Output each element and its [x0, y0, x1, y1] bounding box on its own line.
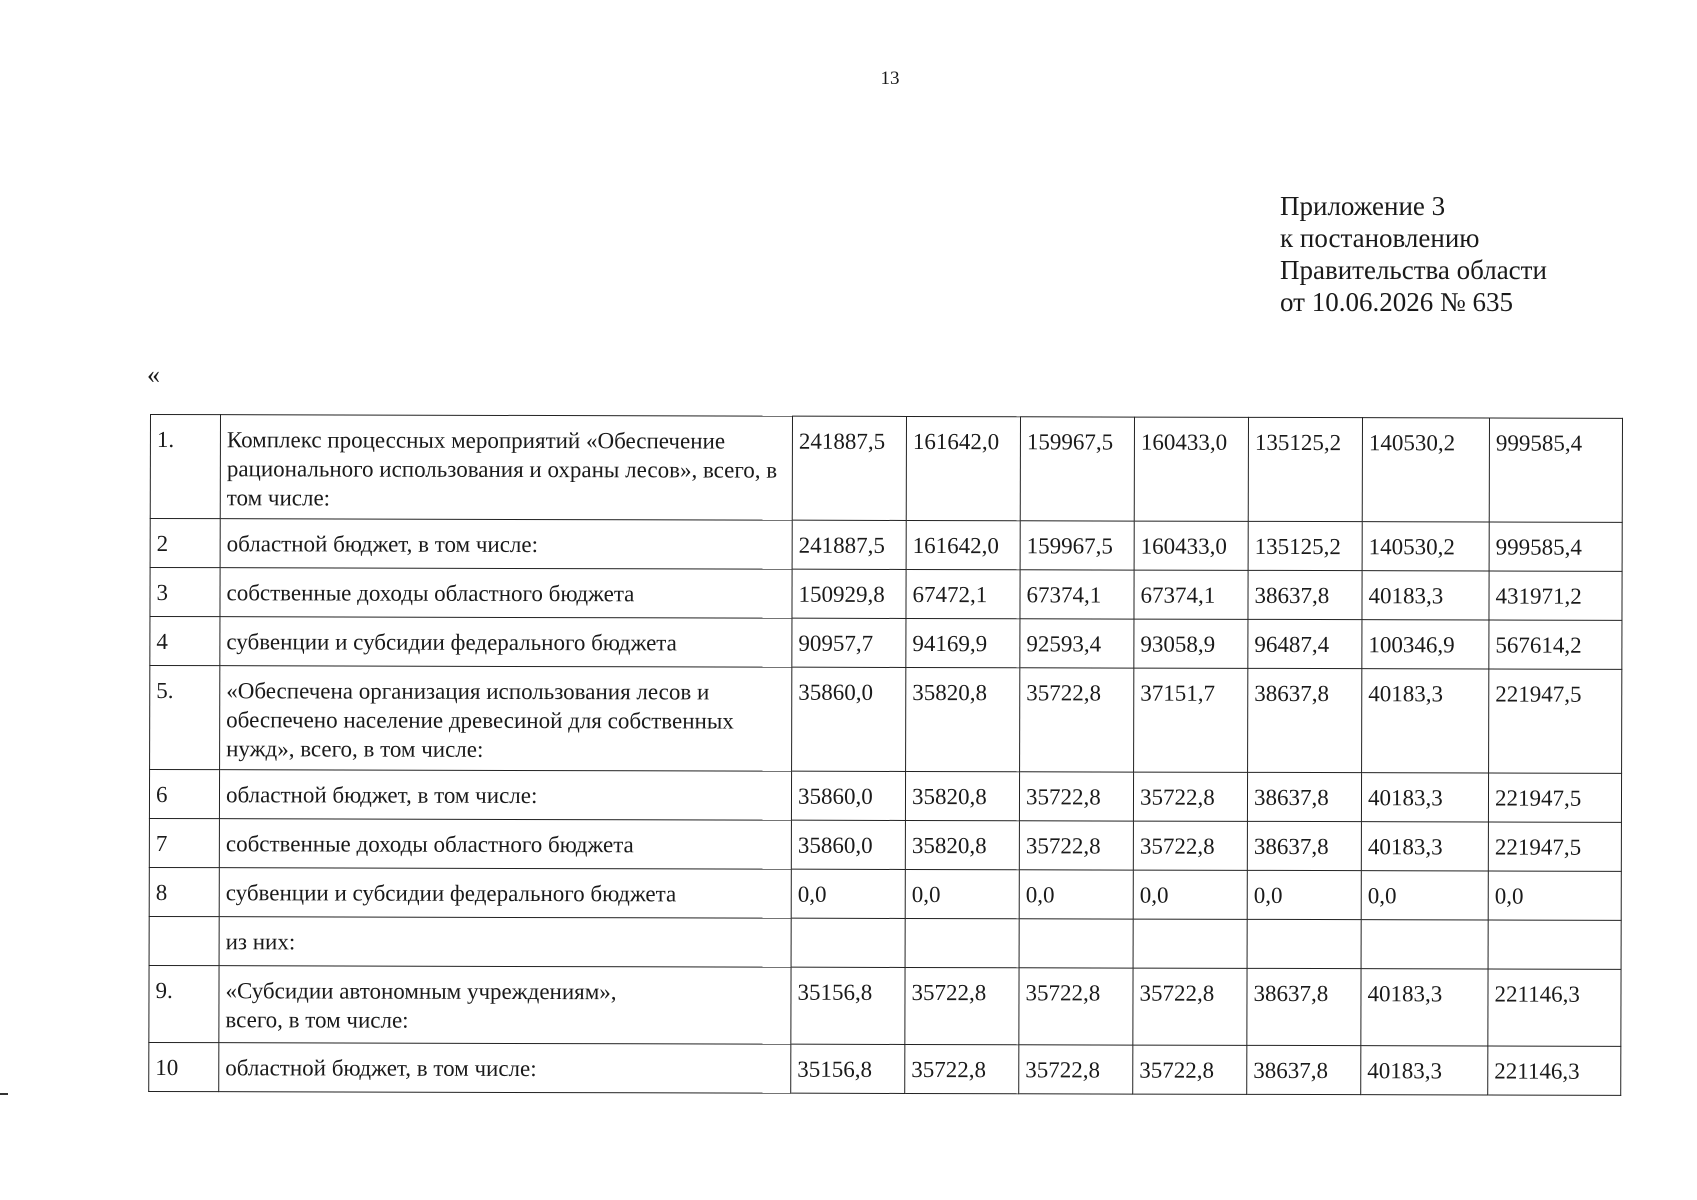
value-cell: 35722,8	[1019, 1045, 1133, 1094]
row-name-cell: субвенции и субсидии федерального бюджета	[219, 868, 791, 918]
value-cell: 35722,8	[1133, 772, 1247, 821]
row-number-cell: 5.	[150, 666, 220, 770]
value-cell: 94169,9	[906, 618, 1020, 667]
budget-table	[148, 414, 1623, 1096]
row-number-cell: 7	[149, 818, 219, 867]
appendix-reference: к постановлению	[1280, 223, 1480, 253]
row-number-cell: 4	[150, 617, 220, 666]
row-name-cell: «Субсидии автономным учреждениям», всего, в том числе:	[219, 966, 791, 1044]
value-cell: 161642,0	[906, 416, 1020, 520]
value-cell: 140530,2	[1362, 522, 1489, 571]
value-cell: 67374,1	[1134, 570, 1248, 619]
value-cell: 35722,8	[905, 967, 1019, 1044]
value-cell: 0,0	[905, 869, 1019, 918]
value-cell: 150929,8	[792, 569, 906, 618]
value-cell: 35860,0	[791, 820, 905, 869]
table-row	[150, 666, 1622, 774]
value-cell: 35722,8	[905, 1044, 1019, 1093]
value-cell: 35722,8	[1133, 821, 1247, 870]
value-cell: 40183,3	[1361, 969, 1488, 1046]
value-cell: 35156,8	[791, 967, 905, 1044]
row-number-cell: 10	[149, 1042, 219, 1091]
value-cell: 40183,3	[1362, 669, 1489, 773]
appendix-header	[1280, 190, 1547, 318]
total-value-cell: 999585,4	[1489, 522, 1622, 571]
value-cell	[905, 918, 1019, 967]
value-cell: 38637,8	[1247, 1045, 1361, 1094]
appendix-date-number: от 10.06.2026 № 635	[1280, 287, 1513, 317]
table-row	[150, 415, 1622, 523]
value-cell: 100346,9	[1362, 620, 1489, 669]
total-value-cell: 221146,3	[1488, 969, 1621, 1046]
value-cell: 0,0	[1019, 870, 1133, 919]
table-row	[149, 1042, 1621, 1095]
value-cell: 35820,8	[905, 771, 1019, 820]
value-cell: 37151,7	[1134, 668, 1248, 772]
row-name-cell: собственные доходы областного бюджета	[220, 568, 792, 618]
value-cell: 40183,3	[1361, 773, 1488, 822]
value-cell: 160433,0	[1134, 417, 1248, 521]
row-number-cell: 9.	[149, 965, 219, 1042]
total-value-cell: 221947,5	[1488, 773, 1621, 822]
value-cell: 0,0	[1247, 870, 1361, 919]
row-name-cell: областной бюджет, в том числе:	[219, 1043, 791, 1093]
appendix-issuer: Правительства области	[1280, 255, 1547, 285]
value-cell	[1133, 919, 1247, 968]
total-value-cell: 431971,2	[1489, 571, 1622, 620]
value-cell	[1361, 920, 1488, 969]
value-cell: 35860,0	[792, 667, 906, 771]
value-cell: 35156,8	[791, 1044, 905, 1093]
value-cell	[791, 918, 905, 967]
row-name-cell: областной бюджет, в том числе:	[219, 770, 791, 820]
value-cell: 40183,3	[1362, 571, 1489, 620]
value-cell: 35820,8	[906, 667, 1020, 771]
row-number-cell: 2	[150, 519, 220, 568]
row-number-cell	[149, 916, 219, 965]
row-number-cell: 3	[150, 568, 220, 617]
total-value-cell: 221947,5	[1489, 669, 1622, 773]
row-name-cell: «Обеспечена организация использования лесов и обеспечено население древесиной для собственных нужд», всего, в том числе:	[220, 666, 792, 771]
value-cell: 0,0	[1361, 871, 1488, 920]
total-value-cell: 221146,3	[1488, 1046, 1621, 1095]
table-row	[150, 617, 1622, 670]
total-value-cell: 999585,4	[1489, 418, 1622, 522]
table-row	[150, 568, 1622, 621]
value-cell: 35722,8	[1019, 821, 1133, 870]
total-value-cell: 567614,2	[1489, 620, 1622, 669]
row-name-cell: Комплекс процессных мероприятий «Обеспечение рационального использования и охраны лесов», всего, в том числе:	[220, 415, 792, 520]
page-number: 13	[880, 68, 900, 89]
table-row	[150, 519, 1622, 572]
value-cell: 38637,8	[1248, 668, 1362, 772]
table-row	[149, 916, 1621, 969]
value-cell: 35860,0	[791, 771, 905, 820]
value-cell: 135125,2	[1248, 417, 1362, 521]
value-cell	[1019, 919, 1133, 968]
value-cell: 35722,8	[1019, 968, 1133, 1045]
table-row	[149, 965, 1621, 1046]
row-name-cell: субвенции и субсидии федерального бюджета	[220, 617, 792, 667]
value-cell: 159967,5	[1020, 417, 1134, 521]
value-cell: 38637,8	[1247, 821, 1361, 870]
value-cell: 160433,0	[1134, 521, 1248, 570]
row-number-cell: 1.	[150, 415, 220, 519]
value-cell: 93058,9	[1134, 619, 1248, 668]
value-cell: 90957,7	[792, 618, 906, 667]
value-cell: 159967,5	[1020, 521, 1134, 570]
row-name-cell: собственные доходы областного бюджета	[219, 819, 791, 869]
value-cell: 96487,4	[1248, 619, 1362, 668]
value-cell: 241887,5	[792, 416, 906, 520]
row-number-cell: 6	[149, 770, 219, 819]
value-cell	[1247, 919, 1361, 968]
value-cell: 35722,8	[1133, 968, 1247, 1045]
row-name-cell: областной бюджет, в том числе:	[220, 519, 792, 569]
appendix-title: Приложение 3	[1280, 191, 1446, 221]
value-cell: 38637,8	[1248, 570, 1362, 619]
margin-mark	[0, 1093, 8, 1095]
value-cell: 92593,4	[1020, 619, 1134, 668]
value-cell: 38637,8	[1247, 968, 1361, 1045]
value-cell: 38637,8	[1247, 772, 1361, 821]
value-cell: 0,0	[791, 869, 905, 918]
value-cell: 40183,3	[1361, 1046, 1488, 1095]
table-row	[149, 867, 1621, 920]
value-cell: 140530,2	[1362, 418, 1489, 522]
value-cell: 0,0	[1133, 870, 1247, 919]
value-cell: 40183,3	[1361, 822, 1488, 871]
table-row	[149, 818, 1621, 871]
value-cell: 35722,8	[1020, 668, 1134, 772]
total-value-cell: 0,0	[1488, 871, 1621, 920]
value-cell: 67374,1	[1020, 570, 1134, 619]
value-cell: 35722,8	[1019, 772, 1133, 821]
value-cell: 35722,8	[1133, 1045, 1247, 1094]
total-value-cell: 221947,5	[1488, 822, 1621, 871]
total-value-cell	[1488, 920, 1621, 969]
opening-quote: «	[147, 360, 160, 389]
value-cell: 135125,2	[1248, 521, 1362, 570]
value-cell: 67472,1	[906, 569, 1020, 618]
row-number-cell: 8	[149, 867, 219, 916]
value-cell: 241887,5	[792, 520, 906, 569]
value-cell: 35820,8	[905, 820, 1019, 869]
row-name-cell: из них:	[219, 917, 791, 967]
table-row	[149, 770, 1621, 823]
value-cell: 161642,0	[906, 520, 1020, 569]
